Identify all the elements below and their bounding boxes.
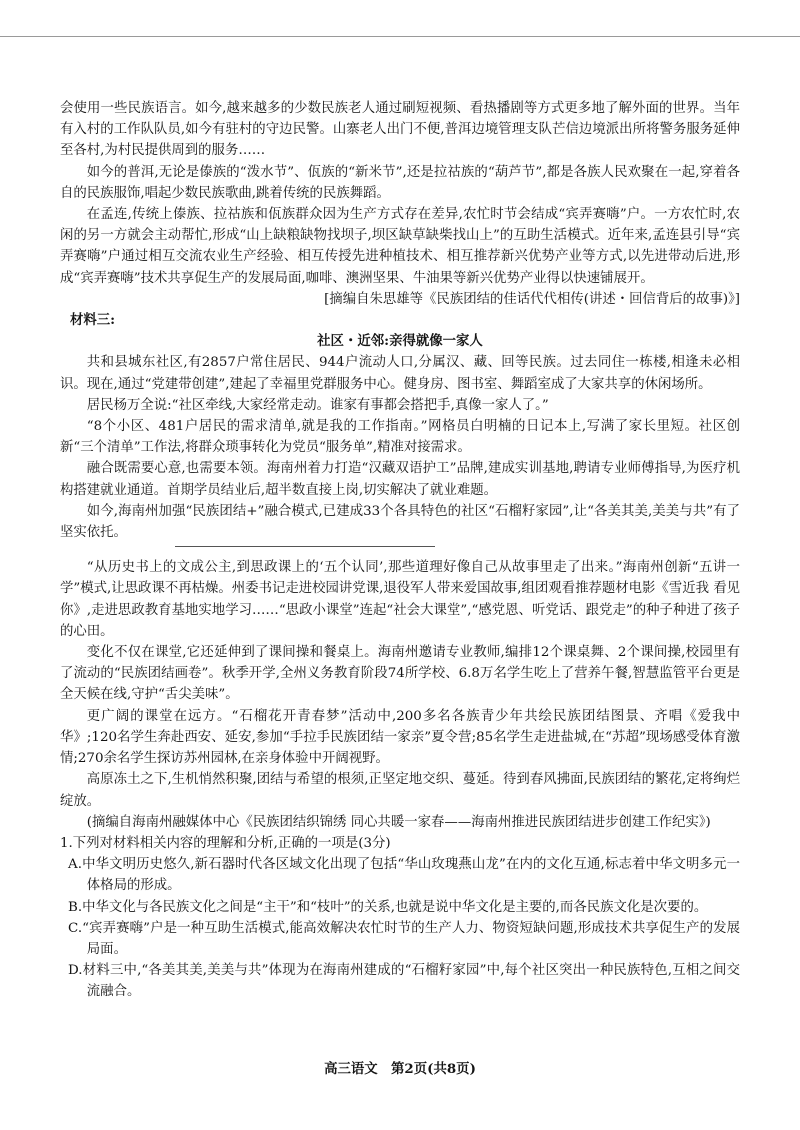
option-a: A.中华文明历史悠久,新石器时代各区域文化出现了包括“华山玫瑰燕山龙”在内的文化互通,标志着中华文明多元一体格局的形成。 [68,857,740,894]
exam-page [60,98,740,1003]
source-citation: (摘编自海南州融媒体中心《民族团结织锦绣 同心共暖一家春——海南州推进民族团结进步创建工作纪实》) [86,814,711,830]
paragraph: 会使用一些民族语言。如今,越来越多的少数民族老人通过刷短视频、看热播剧等方式更多地了解外面的世界。当年有入村的工作队队员,如今有驻村的守边民警。山寨老人出门不便,普洱边境管理支队芒信边境派出所将警务服务延伸至各村,为村民提供周到的服务…… [60,101,740,159]
paragraph: 在孟连,传统上傣族、拉祜族和佤族群众因为生产方式存在差异,农忙时节会结成“宾弄赛嗨”户。一方农忙时,农闲的另一方就会主动帮忙,形成“山上缺粮缺物找坝子,坝区缺草缺柴找山上”的互助生活模式。近年来,孟连县引导“宾弄赛嗨”户通过相互交流农业生产经验、相互传授先进种植技术、相互推荐新兴优势产业等方式,以先进带动后进,形成“宾弄赛嗨”技术共享促生产的发展局面,咖啡、澳洲坚果、牛油果等新兴优势产业得以快速铺展开。 [60,207,740,286]
paragraph: 更广阔的课堂在远方。“石榴花开青春梦”活动中,200多名各族青少年共绘民族团结图景、齐唱《爱我中华》;120名学生奔赴西安、延安,参加“手拉手民族团结一家亲”夏令营;85名学生走进盐城,在“苏超”现场感受体育激情;270余名学生探访苏州园林,在亲身体验中开阔视野。 [60,708,740,767]
option-b: B.中华文化与各民族文化之间是“主干”和“枝叶”的关系,也就是说中华文化是主要的,而各民族文化是次要的。 [68,899,708,915]
material-label: 材料三: [70,312,116,329]
paragraph: 共和县城东社区,有2857户常住居民、944户流动人口,分属汉、藏、回等民族。过去同住一栋楼,相逢未必相识。现在,通过“党建带创建”,建起了幸福里党群服务中心。健身房、图书室、舞蹈室成了大家共享的休闲场所。 [60,355,740,392]
section-divider [175,546,435,547]
page-footer: 高三语文 第2页(共8页) [324,1061,476,1077]
paragraph: 如今的普洱,无论是傣族的“泼水节”、佤族的“新米节”,还是拉祜族的“葫芦节”,都是各族人民欢聚在一起,穿着各自的民族服饰,唱起少数民族歌曲,跳着传统的民族舞蹈。 [60,164,740,201]
paragraph: “8个小区、481户居民的需求清单,就是我的工作指南。”网格员白明楠的日记本上,写满了家长里短。社区创新“三个清单”工作法,将群众琐事转化为党员“服务单”,精准对接需求。 [60,419,740,456]
material-title: 社区・近邻:亲得就像一家人 [317,333,483,350]
top-rule [0,36,800,37]
option-c: C.“宾弄赛嗨”户是一种互助生活模式,能高效解决农忙时节的生产人力、物资短缺问题,形成技术共享促生产的发展局面。 [68,920,740,957]
paragraph: 高原冻土之下,生机悄然积聚,团结与希望的根须,正坚定地交织、蔓延。待到春风拂面,民族团结的繁花,定将绚烂绽放。 [60,772,740,809]
paragraph: 变化不仅在课堂,它还延伸到了课间操和餐桌上。海南州邀请专业教师,编排12个课桌舞、2个课间操,校园里有了流动的“民族团结画卷”。秋季开学,全州义务教育阶段74所学校、6.8万名学生吃上了营养午餐,智慧监管平台更是全天候在线,守护“舌尖美味”。 [60,645,740,703]
paragraph: 融合既需要心意,也需要本领。海南州着力打造“汉藏双语护工”品牌,建成实训基地,聘请专业师傅指导,为医疗机构搭建就业通道。首期学员结业后,超半数直接上岗,切实解决了就业难题。 [60,461,740,498]
source-citation: [摘编自朱思雄等《民族团结的佳话代代相传(讲述・回信背后的故事)》] [324,291,740,307]
question-stem: 1.下列对材料相关内容的理解和分析,正确的一项是(3分) [60,835,391,851]
paragraph: “从历史书上的文成公主,到思政课上的‘五个认同’,那些道理好像自己从故事里走了出来。”海南州创新“五讲一学”模式,让思政课不再枯燥。州委书记走进校园讲党课,退役军人带来爱国故事,组团观看推荐题材电影《雪近我 看见你》,走进思政教育基地实地学习……“思政小课堂”连起“社会大课堂”,“感党恩、听党话、跟党走”的种子种进了孩子的心田。 [60,560,741,639]
paragraph: 如今,海南州加强“民族团结+”融合模式,已建成33个各具特色的社区“石榴籽家园”,让“各美其美,美美与共”有了坚实依托。 [60,503,740,541]
paragraph: 居民杨万全说:“社区牵线,大家经常走动。谁家有事都会搭把手,真像一家人了。” [86,397,549,413]
option-d: D.材料三中,“各美其美,美美与共”体现为在海南州建成的“石榴籽家园”中,每个社区突出一种民族特色,互相之间交流融合。 [68,963,740,1000]
